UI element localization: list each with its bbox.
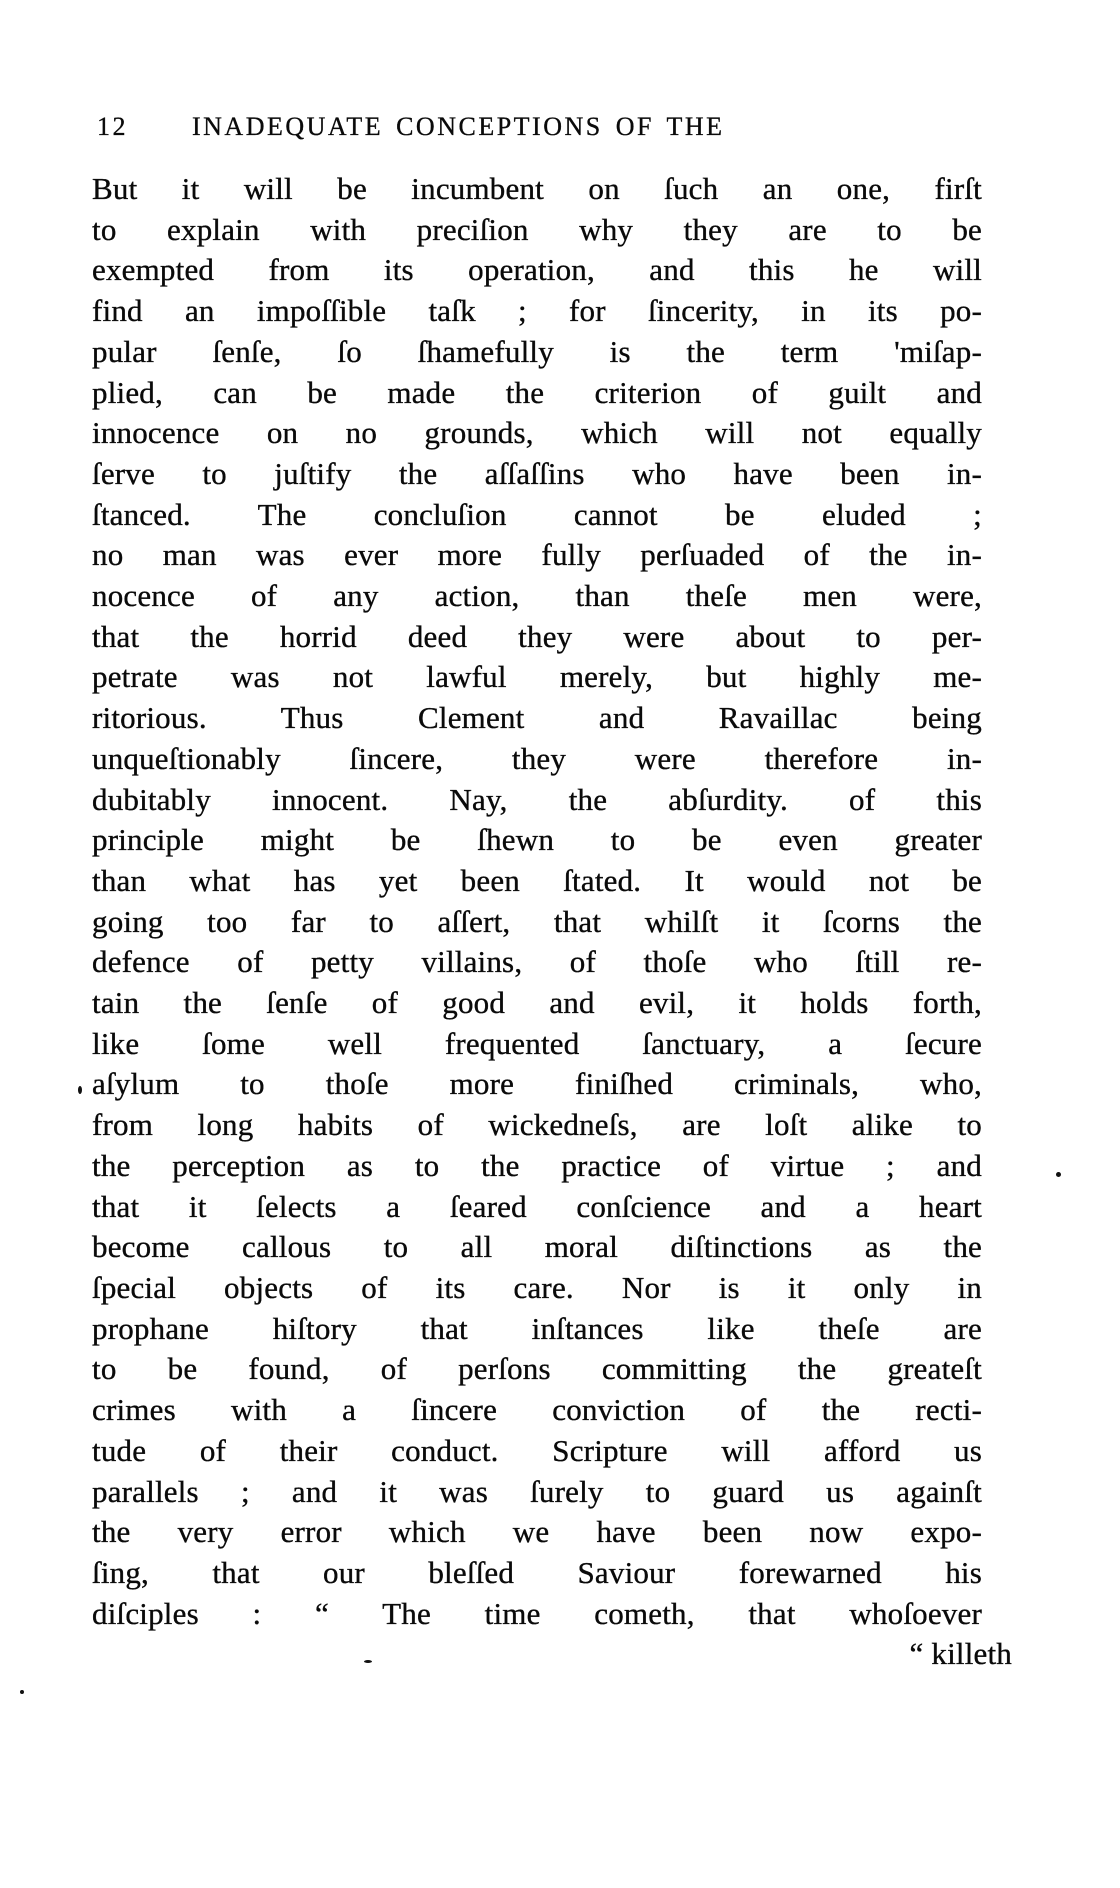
text-line: find an impoſſible taſk ; for ſincerity, in its po- [92,293,982,329]
text-line: become callous to all moral diſtinctions as the [92,1229,982,1265]
text-line: pular ſenſe, ſo ſhamefully is the term 'miſap- [92,333,982,369]
running-title: INADEQUATE CONCEPTIONS OF THE [192,112,725,141]
text-line: than what has yet been ſtated. It would not be [92,862,982,898]
text-line: ritorious. Thus Clement and Ravaillac being [92,700,982,736]
catchword-line [92,1634,1012,1675]
text-line: from long habits of wickedneſs, are loſt alike to [92,1107,982,1143]
text-line: innocence on no grounds, which will not equally [92,415,982,451]
ink-speck [20,1690,24,1694]
text-line: ſerve to juſtify the aſſaſſins who have been in- [92,455,982,491]
text-line: that the horrid deed they were about to per- [92,618,982,654]
text-line: parallels ; and it was ſurely to guard us againſt [92,1473,982,1509]
text-line: ſing, that our bleſſed Saviour forewarned his [92,1554,982,1590]
text-line: crimes with a ſincere conviction of the recti- [92,1392,982,1428]
text-line: the perception as to the practice of virtue ; and [92,1147,982,1183]
text-line: prophane hiſtory that inſtances like theſe are [92,1310,982,1346]
text-line: like ſome well frequented ſanctuary, a ſecure [92,1025,982,1061]
page-number: 12 [97,112,128,141]
text-line: diſciples : “ The time cometh, that whoſoever [92,1595,982,1631]
text-line: nocence of any action, than theſe men were, [92,578,982,614]
text-line: But it will be incumbent on ſuch an one, firſt [92,171,982,206]
text-line: no man was ever more fully perſuaded of the in- [92,537,982,573]
text-line: tude of their conduct. Scripture will afford us [92,1432,982,1468]
text-line: dubitably innocent. Nay, the abſurdity. of this [92,781,982,817]
page-header [92,106,982,148]
text-line: plied, can be made the criterion of guilt and [92,374,982,410]
ink-speck [1056,1172,1061,1177]
body-text [92,169,1012,1675]
text-line: ſtanced. The concluſion cannot be eluded ; [92,496,982,532]
text-line: to explain with preciſion why they are to be [92,211,982,247]
text-line: that it ſelects a ſeared conſcience and a heart [92,1188,982,1224]
text-line: ſpecial objects of its care. Nor is it only in [92,1269,982,1305]
text-line: to be found, of perſons committing the greateſt [92,1351,982,1387]
catchword: “ killeth [909,1636,1012,1672]
text-line: petrate was not lawful merely, but highly me- [92,659,982,695]
text-line: exempted from its operation, and this he will [92,252,982,288]
text-line: defence of petty villains, of thoſe who ſtill re- [92,944,982,980]
ink-speck [78,1086,82,1094]
text-line: the very error which we have been now expo- [92,1514,982,1550]
ink-speck [364,1660,372,1663]
text-block [92,106,1012,1675]
text-line: aſylum to thoſe more finiſhed criminals, who, [92,1066,982,1102]
text-line: tain the ſenſe of good and evil, it holds forth, [92,985,982,1021]
text-line: going too far to aſſert, that whilſt it ſcorns the [92,903,982,939]
text-line: principle might be ſhewn to be even greater [92,822,982,858]
text-line: unqueſtionably ſincere, they were therefore in- [92,740,982,776]
